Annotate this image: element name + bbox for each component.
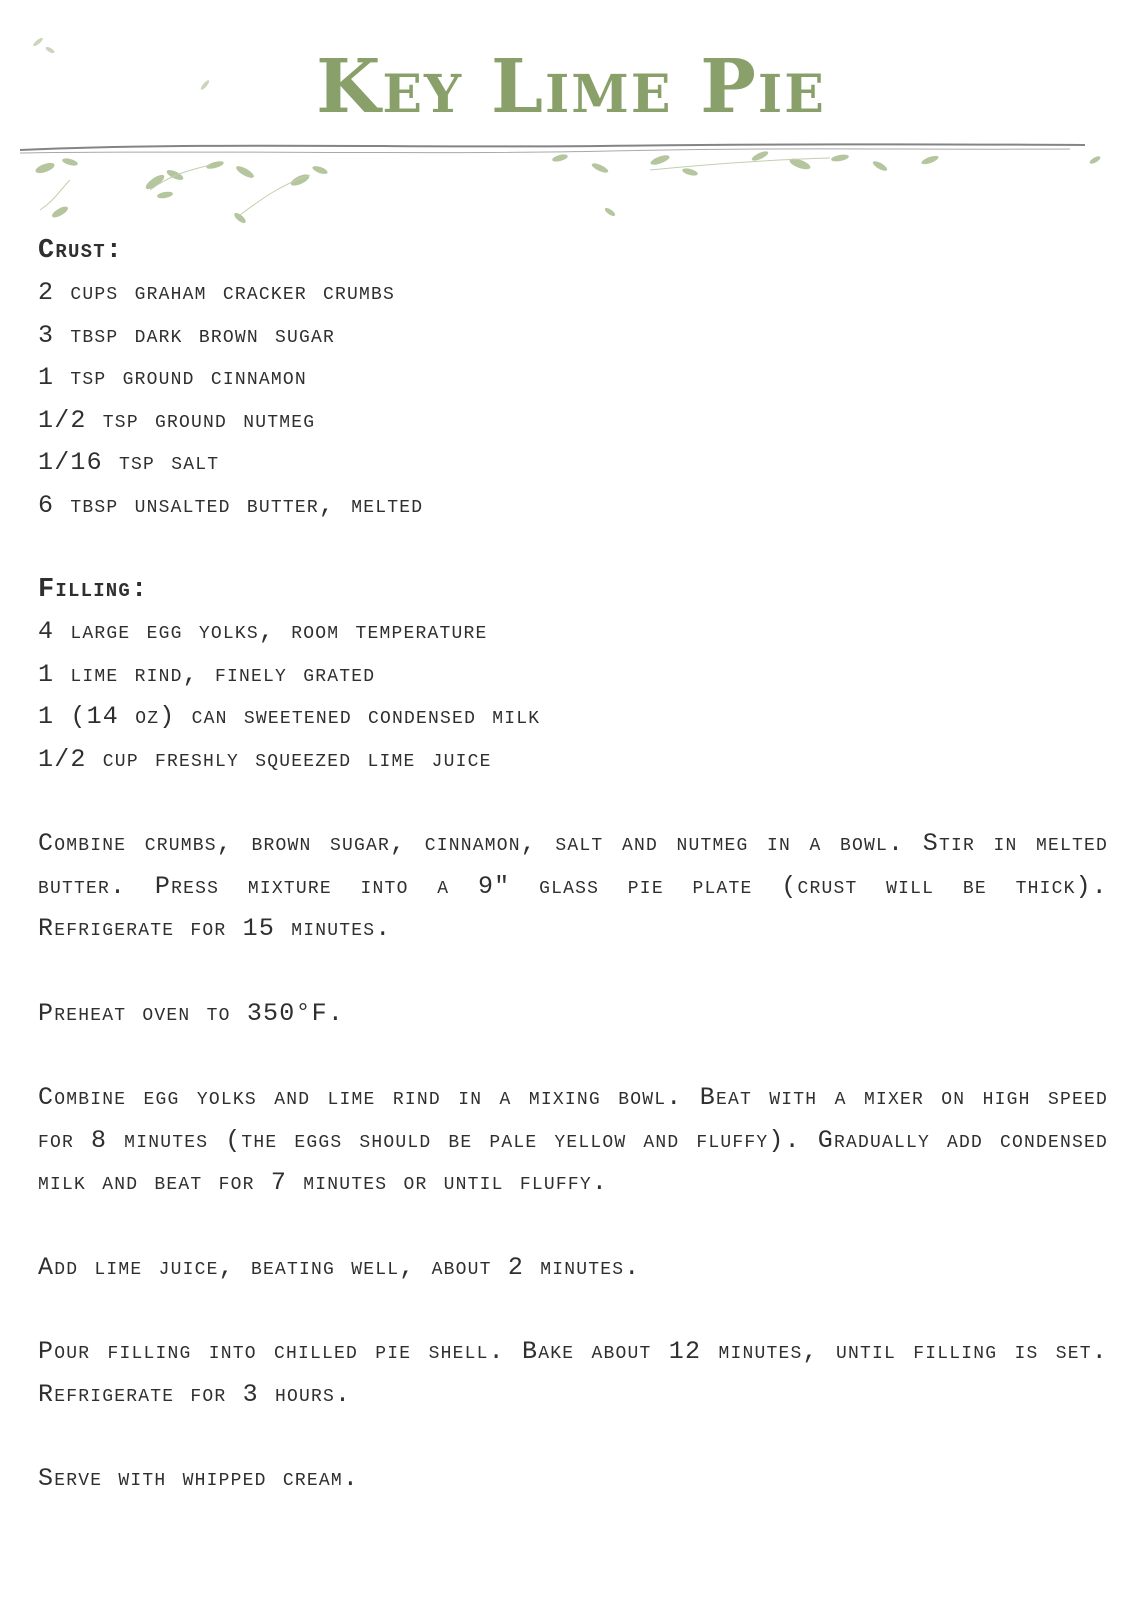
instruction-step: Pour filling into chilled pie shell. Bake about 12 minutes, until filling is set. Refrigerate for 3 hours. bbox=[38, 1337, 1108, 1409]
list-item: 4 large egg yolks, room temperature bbox=[38, 617, 488, 646]
filling-ingredients-list bbox=[38, 611, 1108, 781]
leaf-sprig-icon bbox=[20, 30, 80, 110]
list-item: 3 tbsp dark brown sugar bbox=[38, 320, 336, 350]
instruction-step: Add lime juice, beating well, about 2 minutes. bbox=[38, 1252, 641, 1282]
instruction-step: Serve with whipped cream. bbox=[38, 1464, 360, 1493]
list-item: 1/2 tsp ground nutmeg bbox=[38, 405, 316, 435]
instruction-step: Preheat oven to 350°F. bbox=[38, 998, 345, 1028]
page-header bbox=[0, 0, 1142, 250]
list-item: 1/16 tsp salt bbox=[38, 448, 220, 477]
crust-ingredients-list bbox=[38, 272, 1108, 527]
list-item: 2 cups graham cracker crumbs bbox=[38, 278, 396, 307]
recipe-body bbox=[38, 230, 1108, 1543]
leaf-sprig-icon bbox=[190, 70, 230, 110]
list-item: 1 lime rind, finely grated bbox=[38, 659, 376, 689]
crust-heading: Crust: bbox=[38, 236, 124, 266]
filling-heading: Filling: bbox=[38, 575, 149, 605]
instruction-step: Combine egg yolks and lime rind in a mixing bowl. Beat with a mixer on high speed for 8 minutes (the eggs should be pale yellow and fluffy). Gradually add condensed milk and beat for 7 minutes or until fluffy. bbox=[38, 1083, 1108, 1197]
list-item: 1/2 cup freshly squeezed lime juice bbox=[38, 744, 492, 774]
list-item: 6 tbsp unsalted butter, melted bbox=[38, 490, 424, 520]
instruction-step: Combine crumbs, brown sugar, cinnamon, salt and nutmeg in a bowl. Stir in melted butter. Press mixture into a 9" glass pie plate (crust will be thick). Refrigerate for 15 minutes. bbox=[38, 829, 1108, 943]
recipe-title: Key Lime Pie bbox=[316, 44, 826, 130]
list-item: 1 tsp ground cinnamon bbox=[38, 363, 307, 392]
list-item: 1 (14 oz) can sweetened condensed milk bbox=[38, 702, 541, 731]
